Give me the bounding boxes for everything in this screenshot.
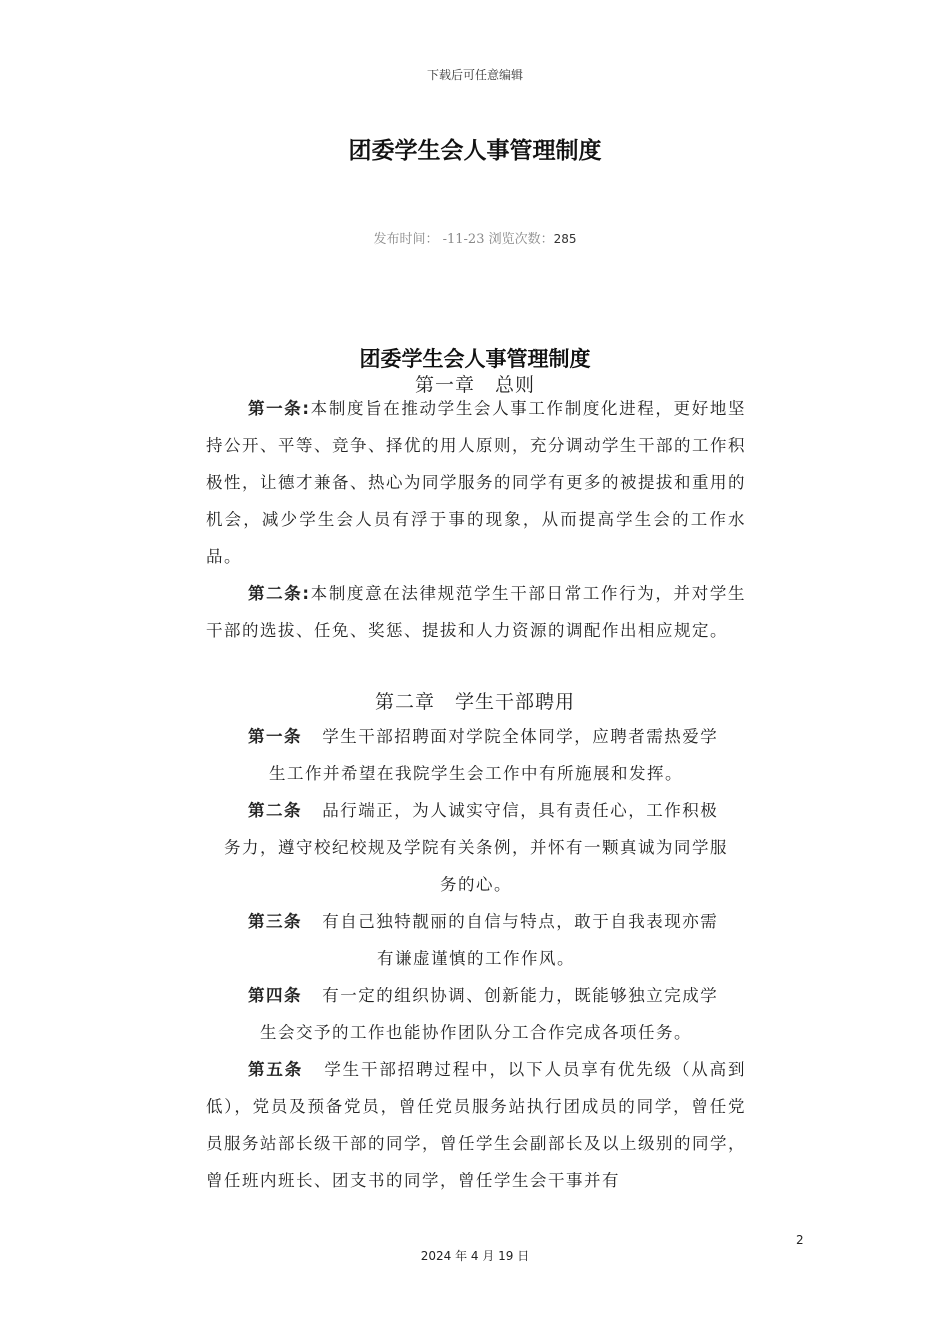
article-lead: 第一条 <box>248 727 302 746</box>
article-line: 生会交予的工作也能协作团队分工合作完成各项任务。 <box>260 1023 692 1042</box>
article-text: 学生干部招聘过程中，以下人员享有优先级（从高到低），党员及预备党员，曾任党员服务站执行团成员的同学，曾任党员服务站部长级干部的同学，曾任学生会副部长及以上级别的同学，曾任班内班长、团支书的同学，曾任学生会干事并有 <box>206 1060 746 1190</box>
article-text: 有一定的组织协调、创新能力，既能够独立完成学 <box>322 986 719 1005</box>
chapter-1-heading: 第一章 总则 <box>414 374 535 396</box>
article-line: 有谦虚谨慎的工作作风。 <box>377 949 575 968</box>
article-line: 务力，遵守校纪校规及学院有关条例，并怀有一颗真诚为同学服 <box>224 838 728 857</box>
chapter-2-heading: 第二章 学生干部聘用 <box>374 691 575 713</box>
article-title: 团委学生会人事管理制度 <box>359 347 591 371</box>
publish-meta <box>0 228 950 247</box>
chapter-2-article-3 <box>206 903 746 977</box>
article-lead: 第二条 <box>248 801 302 820</box>
chapter-1-article-1 <box>206 390 746 575</box>
article-lead: 第三条 <box>248 912 302 931</box>
article-text: 学生干部招聘面对学院全体同学，应聘者需热爱学 <box>322 727 719 746</box>
article-lead: 第五条 <box>248 1060 304 1079</box>
chapter-1-body <box>206 390 746 649</box>
chapter-2-article-2 <box>206 792 746 903</box>
article-text: 本制度意在法律规范学生干部日常工作行为，并对学生干部的选拔、任免、奖惩、提拔和人力资源的调配作出相应规定。 <box>206 584 746 640</box>
article-line: 生工作并希望在我院学生会工作中有所施展和发挥。 <box>269 764 683 783</box>
page-number: 2 <box>796 1233 804 1247</box>
article-lead: 第一条: <box>248 399 311 418</box>
chapter-2-article-4 <box>206 977 746 1051</box>
article-text: 品行端正，为人诚实守信，具有责任心，工作积极 <box>322 801 719 820</box>
header-note: 下载后可任意编辑 <box>426 68 523 82</box>
view-count: 285 <box>553 232 577 246</box>
footer-date: 2024 年 4 月 19 日 <box>420 1249 530 1263</box>
article-line <box>206 903 746 940</box>
article-line <box>206 792 746 829</box>
chapter-2-body <box>206 718 746 1199</box>
article-text: 有自己独特靓丽的自信与特点，敢于自我表现亦需 <box>322 912 719 931</box>
publish-meta-label: 发布时间： -11-23 浏览次数： <box>373 232 554 247</box>
article-line <box>206 977 746 1014</box>
chapter-2-article-1 <box>206 718 746 792</box>
document-title: 团委学生会人事管理制度 <box>348 138 602 164</box>
article-line <box>206 718 746 755</box>
article-line: 务的心。 <box>440 875 512 894</box>
chapter-1-article-2 <box>206 575 746 649</box>
article-lead: 第四条 <box>248 986 302 1005</box>
article-lead: 第二条: <box>248 584 311 603</box>
chapter-2-article-5 <box>206 1051 746 1199</box>
article-text: 本制度旨在推动学生会人事工作制度化进程，更好地坚持公开、平等、竞争、择优的用人原则，充分调动学生干部的工作积极性，让德才兼备、热心为同学服务的同学有更多的被提拔和重用的机会，减少学生会人员有浮于事的现象，从而提高学生会的工作水品。 <box>206 399 746 566</box>
